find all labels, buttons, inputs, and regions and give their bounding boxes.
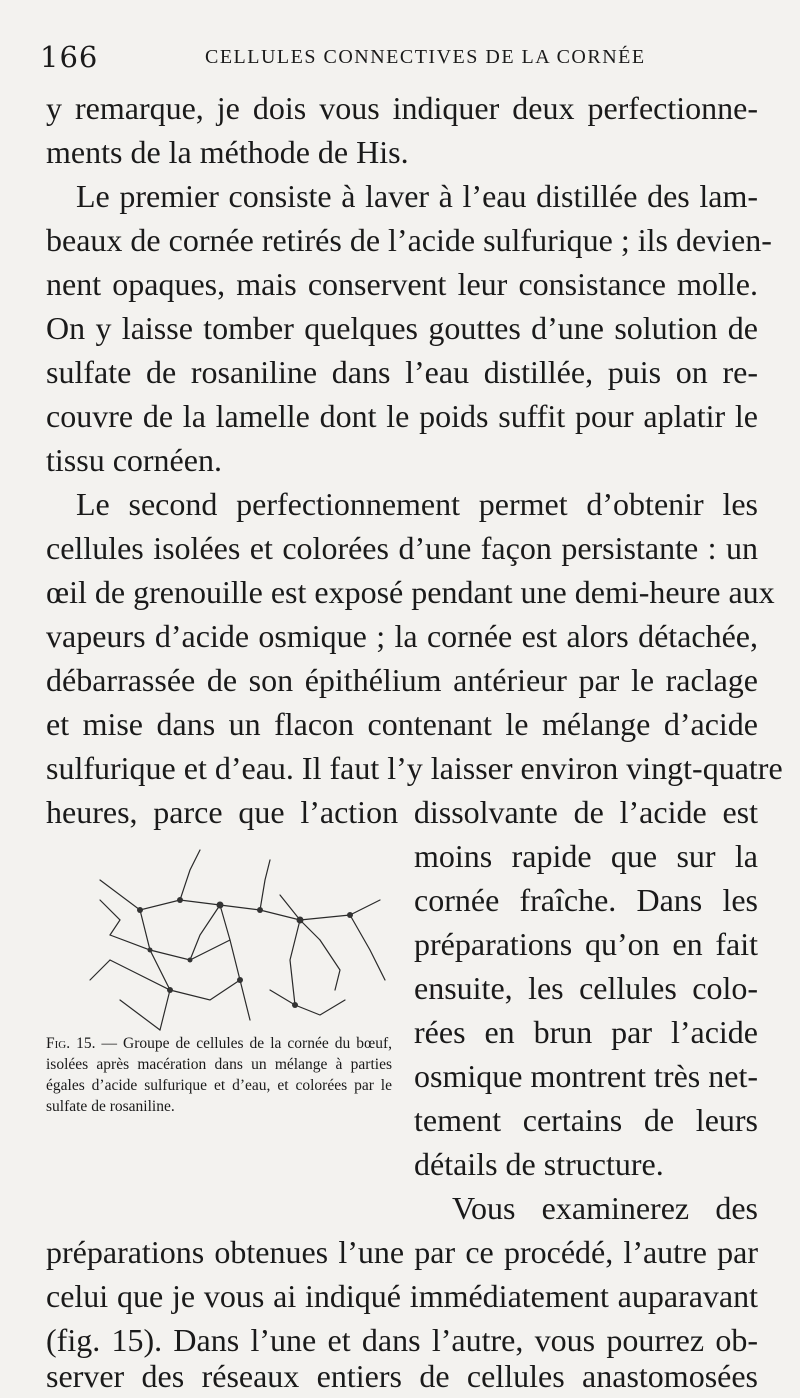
- body-line: heures, parce que l’action dissolvante de l’acide est: [46, 794, 758, 830]
- body-line: couvre de la lamelle dont le poids suffit pour aplatir le: [46, 398, 758, 434]
- body-line: (fig. 15). Dans l’une et dans l’autre, vous pourrez ob-: [46, 1322, 758, 1358]
- figure-label: Fig. 15.: [46, 1035, 96, 1052]
- body-line: celui que je vous ai indiqué immédiatement auparavant: [46, 1278, 758, 1314]
- running-head: CELLULES CONNECTIVES DE LA CORNÉE: [205, 46, 646, 68]
- body-line: y remarque, je dois vous indiquer deux perfectionne-: [46, 90, 758, 126]
- body-line-narrow: osmique montrent très net-: [414, 1058, 758, 1094]
- body-line-narrow: préparations qu’on en fait: [414, 926, 758, 962]
- body-line: cellules isolées et colorées d’une façon persistante : un: [46, 530, 758, 566]
- page-number: 166: [40, 40, 99, 74]
- body-line: server des réseaux entiers de cellules anastomosées: [46, 1358, 758, 1394]
- figure-caption-text: — Groupe de cellules de la cornée du bœuf, isolées après macération dans un mélange à parties égales d’acide sulfurique et d’eau, et colorées par le sulfate de rosaniline.: [46, 1035, 392, 1115]
- body-line: œil de grenouille est exposé pendant une demi-heure aux: [46, 574, 775, 610]
- body-line-narrow: cornée fraîche. Dans les: [414, 882, 758, 918]
- body-line: Le second perfectionnement permet d’obtenir les: [76, 486, 758, 522]
- body-line: débarrassée de son épithélium antérieur par le raclage: [46, 662, 758, 698]
- body-line: et mise dans un flacon contenant le mélange d’acide: [46, 706, 758, 742]
- body-line: sulfate de rosaniline dans l’eau distillée, puis on re-: [46, 354, 758, 390]
- figure-15-illustration: [80, 840, 400, 1040]
- body-line-narrow: rées en brun par l’acide: [414, 1014, 758, 1050]
- body-line: nent opaques, mais conservent leur consistance molle.: [46, 266, 758, 302]
- body-line: tissu cornéen.: [46, 442, 222, 478]
- body-line-narrow: tement certains de leurs: [414, 1102, 758, 1138]
- figure-caption: [46, 1033, 392, 1117]
- body-line: On y laisse tomber quelques gouttes d’une solution de: [46, 310, 758, 346]
- body-line-narrow: ensuite, les cellules colo-: [414, 970, 758, 1006]
- cell-network-drawing: [80, 840, 400, 1040]
- body-line-narrow: détails de structure.: [414, 1146, 664, 1182]
- body-line: sulfurique et d’eau. Il faut l’y laisser environ vingt-quatre: [46, 750, 783, 786]
- body-line-narrow: Vous examinerez des: [452, 1190, 758, 1226]
- body-line: vapeurs d’acide osmique ; la cornée est alors détachée,: [46, 618, 758, 654]
- body-line: préparations obtenues l’une par ce procédé, l’autre par: [46, 1234, 758, 1270]
- body-line: Le premier consiste à laver à l’eau distillée des lam-: [76, 178, 758, 214]
- body-line: ments de la méthode de His.: [46, 134, 409, 170]
- page-header: [40, 40, 760, 80]
- body-line: beaux de cornée retirés de l’acide sulfurique ; ils devien-: [46, 222, 772, 258]
- body-line-narrow: moins rapide que sur la: [414, 838, 758, 874]
